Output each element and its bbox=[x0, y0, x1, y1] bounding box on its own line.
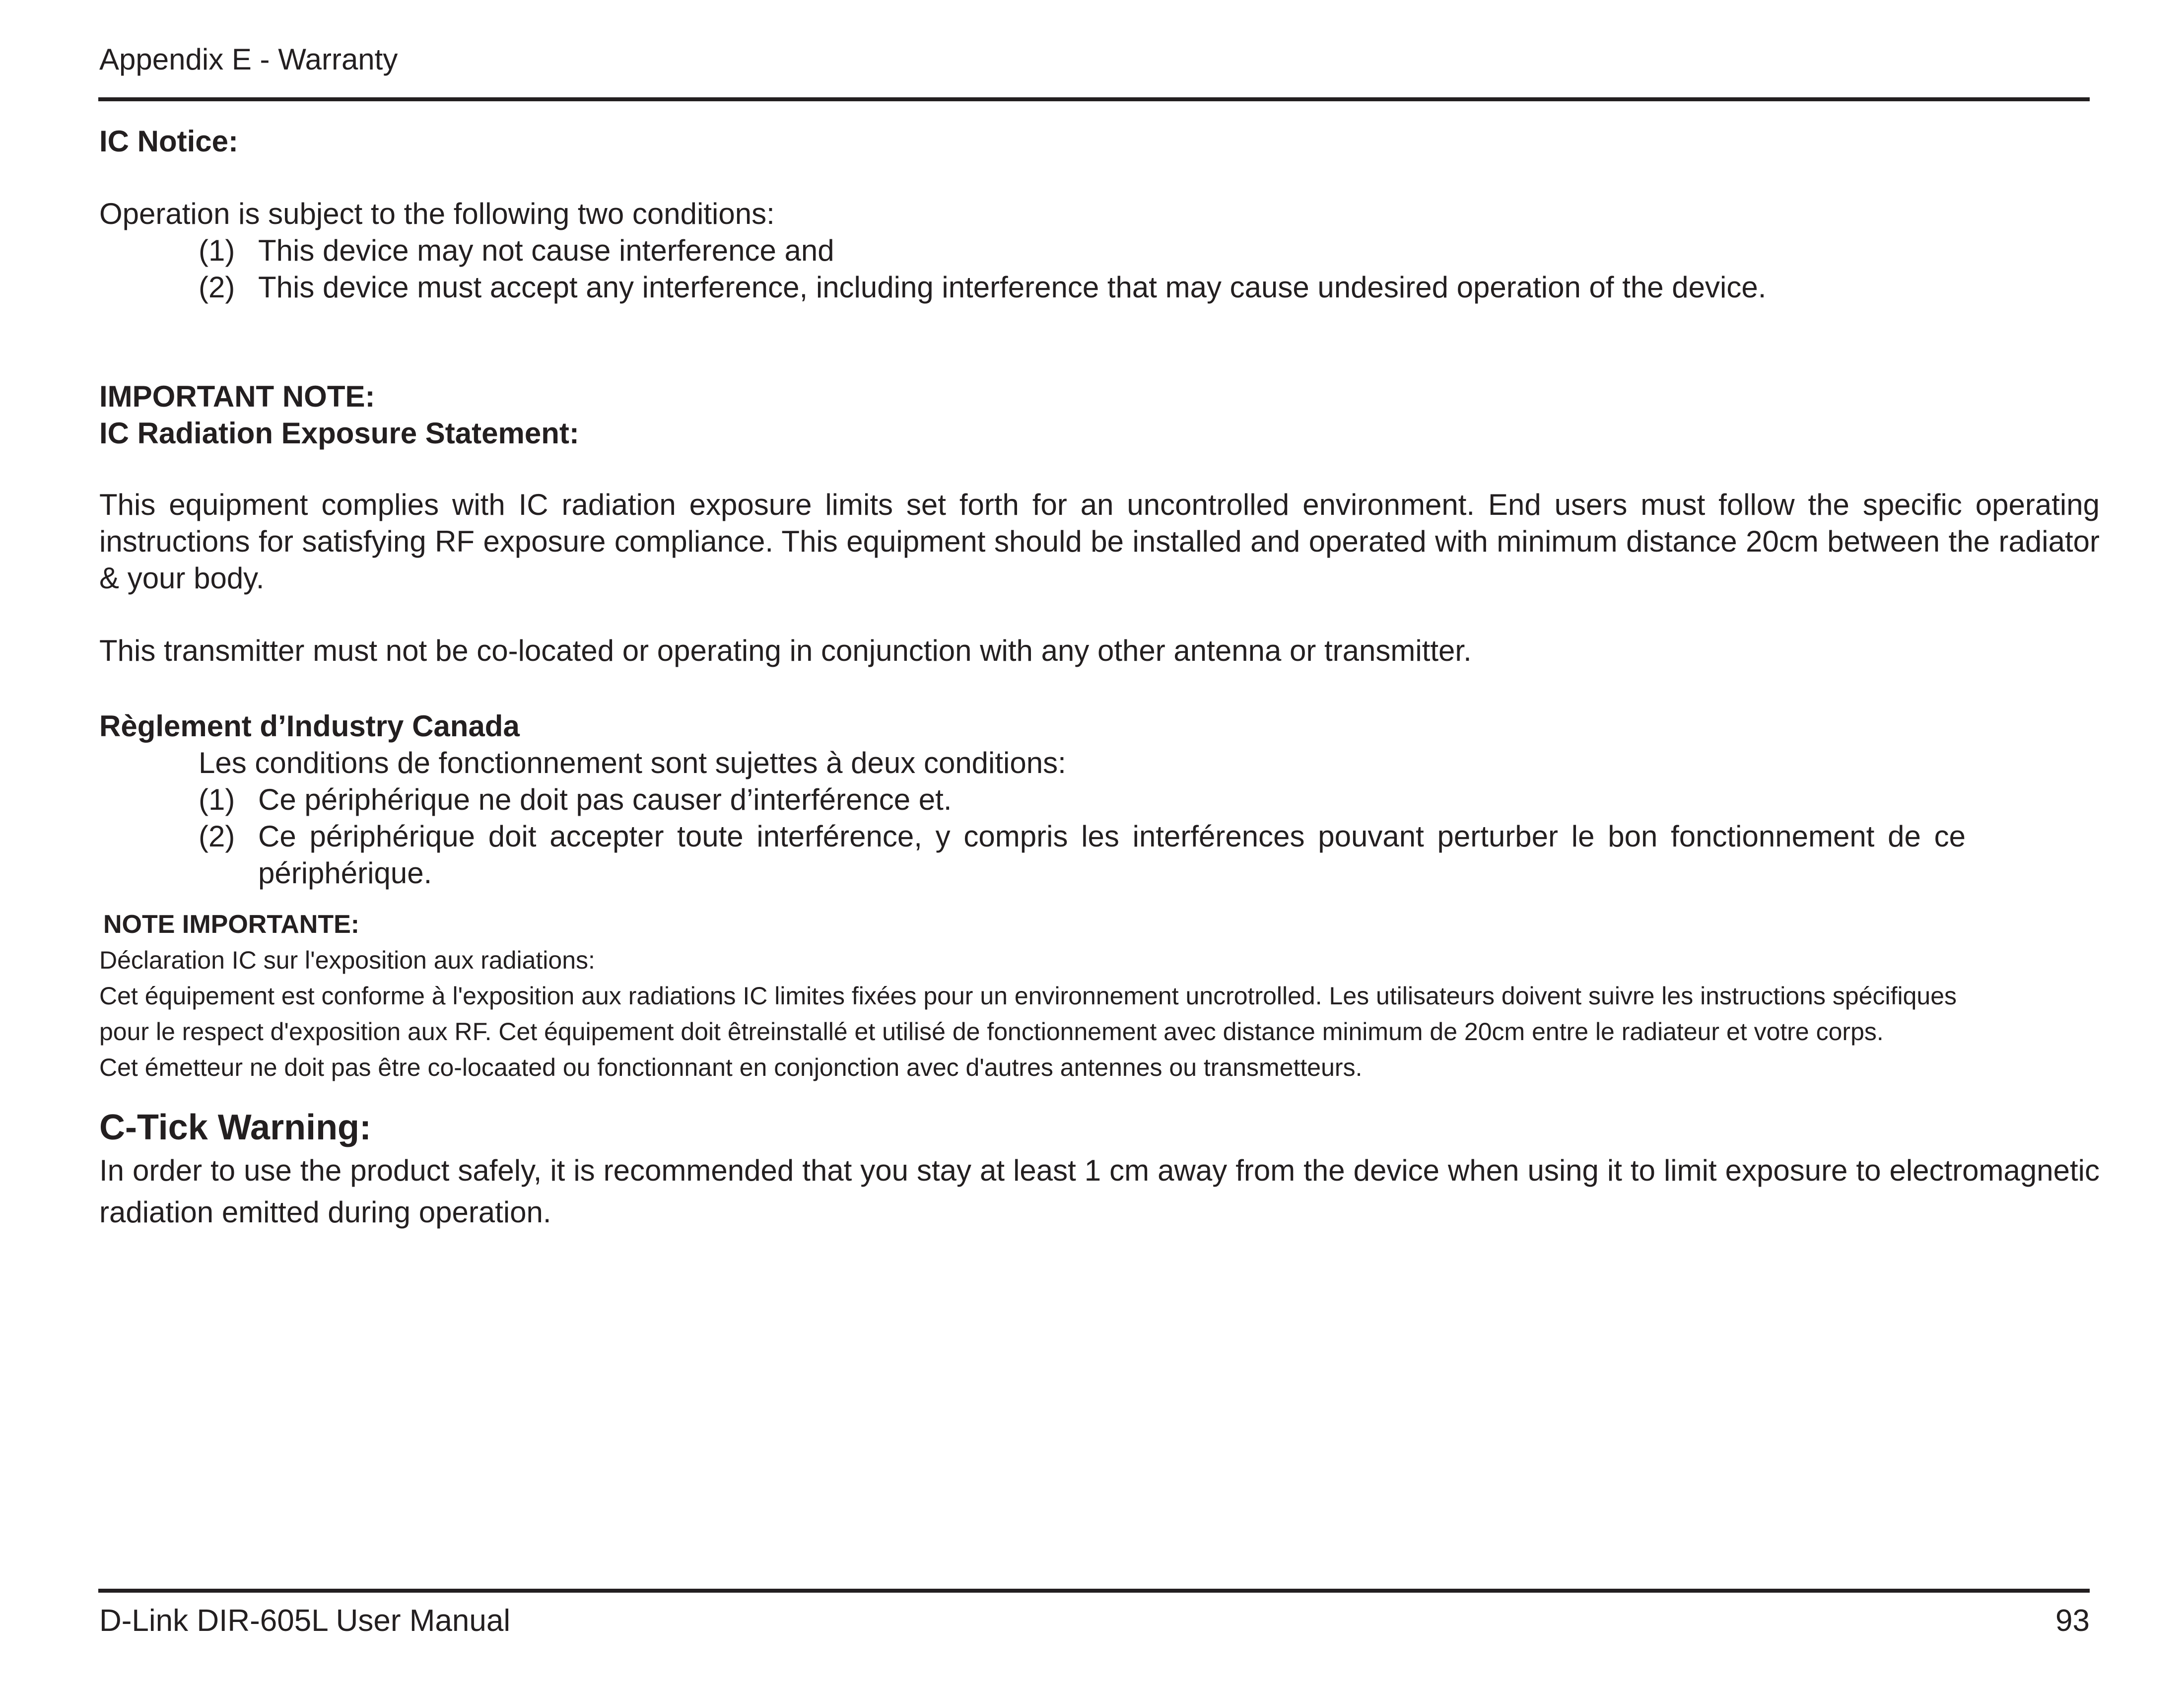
ic-radiation-paragraph: This equipment complies with IC radiation exposure limits set forth for an uncontrolled environment. End users must follow the specific operating instructions for satisfying RF exposure compliance. This equipment should be installed and operated with minimum distance 20cm between the radiator & your body. bbox=[99, 488, 2100, 595]
list-item bbox=[99, 232, 2100, 269]
list-item bbox=[99, 818, 1966, 892]
ic-notice-heading: IC Notice: bbox=[99, 125, 239, 158]
reglement-intro: Les conditions de fonctionnement sont sujettes à deux conditions: bbox=[199, 746, 1066, 779]
list-item-text: Ce périphérique doit accepter toute interférence, y compris les interférences pouvant perturber le bon fonctionnement de ce périphérique. bbox=[258, 820, 1966, 890]
note-importante-paragraph: Cet équipement est conforme à l'exposition aux radiations IC limites fixées pour un environnement uncrotrolled. Les utilisateurs doivent suivre les instructions spécifiques pour le respect d'exposition aux RF. Cet équipement doit êtreinstallé et utilisé de fonctionnement avec distance minimum de 20cm entre le radiateur et votre corps. bbox=[99, 982, 1957, 1046]
c-tick-heading: C-Tick Warning: bbox=[99, 1108, 372, 1147]
list-item-number: (2) bbox=[199, 820, 235, 853]
list-item-text: This device must accept any interference, including interference that may cause undesired operation of the device. bbox=[258, 271, 1767, 304]
list-item-text: This device may not cause interference and bbox=[258, 234, 834, 267]
list-item bbox=[99, 781, 1966, 818]
c-tick-paragraph: In order to use the product safely, it is recommended that you stay at least 1 cm away from the device when using it to limit exposure to electromagnetic radiation emitted during operation. bbox=[99, 1154, 2100, 1229]
list-item-text: Ce périphérique ne doit pas causer d’interférence et. bbox=[258, 783, 952, 816]
list-item-number: (2) bbox=[199, 271, 235, 304]
page-content bbox=[99, 123, 2100, 1233]
list-item-number: (1) bbox=[199, 234, 235, 267]
footer-manual-title: D-Link DIR-605L User Manual bbox=[99, 1604, 511, 1638]
page-number: 93 bbox=[2055, 1604, 2090, 1638]
header-divider bbox=[98, 97, 2090, 101]
important-note-heading: IMPORTANT NOTE: bbox=[99, 380, 375, 413]
list-item-number: (1) bbox=[199, 783, 235, 816]
transmitter-paragraph: This transmitter must not be co-located or operating in conjunction with any other antenna or transmitter. bbox=[99, 634, 1472, 667]
footer-divider bbox=[98, 1589, 2090, 1593]
note-importante-emetteur: Cet émetteur ne doit pas être co-locaated ou fonctionnant en conjonction avec d'autres antennes ou transmetteurs. bbox=[99, 1054, 1363, 1081]
ic-notice-intro: Operation is subject to the following two conditions: bbox=[99, 197, 775, 230]
ic-radiation-heading: IC Radiation Exposure Statement: bbox=[99, 417, 579, 450]
ic-notice-conditions bbox=[99, 232, 2100, 306]
note-importante-declaration: Déclaration IC sur l'exposition aux radiations: bbox=[99, 946, 595, 974]
note-importante-heading: NOTE IMPORTANTE: bbox=[103, 910, 360, 939]
list-item bbox=[99, 269, 2100, 306]
reglement-heading: Règlement d’Industry Canada bbox=[99, 709, 520, 743]
page-header: Appendix E - Warranty bbox=[99, 43, 398, 76]
reglement-conditions bbox=[99, 781, 1966, 892]
